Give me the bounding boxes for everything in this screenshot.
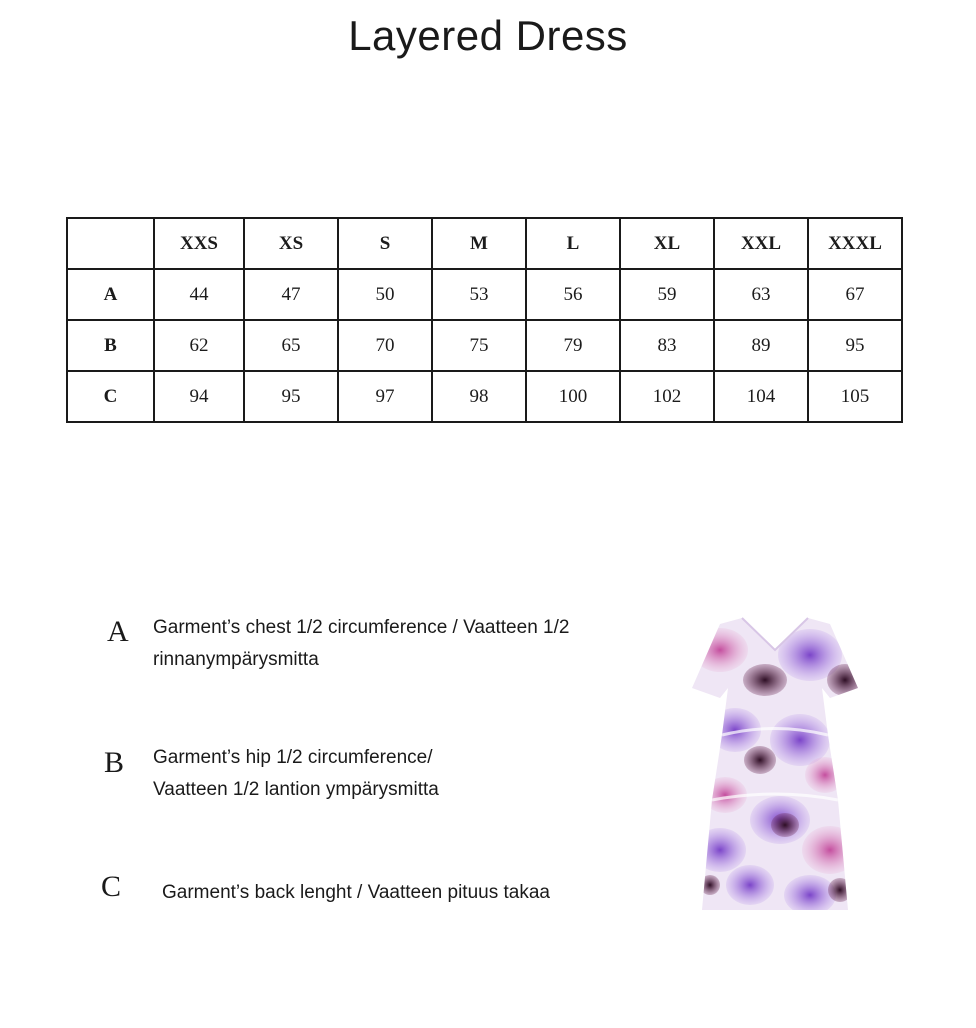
dress-print <box>680 610 870 915</box>
row-label: B <box>67 320 154 371</box>
header-cell: XXS <box>154 218 244 269</box>
table-cell: 65 <box>244 320 338 371</box>
legend-line: Garment’s hip 1/2 circumference/ <box>153 747 433 768</box>
table-cell: 75 <box>432 320 526 371</box>
legend-line: Garment’s back lenght / Vaatteen pituus takaa <box>162 882 550 903</box>
table-cell: 70 <box>338 320 432 371</box>
table-cell: 79 <box>526 320 620 371</box>
table-row <box>67 269 902 320</box>
table-cell: 59 <box>620 269 714 320</box>
legend-line: Vaatteen 1/2 lantion ympärysmitta <box>153 779 439 800</box>
table-cell: 97 <box>338 371 432 422</box>
table-cell: 89 <box>714 320 808 371</box>
table-cell: 104 <box>714 371 808 422</box>
table-cell: 50 <box>338 269 432 320</box>
table-row <box>67 320 902 371</box>
table-cell: 83 <box>620 320 714 371</box>
table-cell: 44 <box>154 269 244 320</box>
table-cell: 98 <box>432 371 526 422</box>
table-cell: 105 <box>808 371 902 422</box>
header-cell: XS <box>244 218 338 269</box>
table-cell: 102 <box>620 371 714 422</box>
dress-image <box>680 610 870 915</box>
table-cell: 95 <box>244 371 338 422</box>
table-cell: 63 <box>714 269 808 320</box>
table-cell: 62 <box>154 320 244 371</box>
legend-line: rinnanympärysmitta <box>153 649 319 670</box>
legend-letter-a: A <box>107 615 129 648</box>
row-label: C <box>67 371 154 422</box>
table-header-row <box>67 218 902 269</box>
header-cell: S <box>338 218 432 269</box>
legend-text-a <box>153 612 569 676</box>
header-cell: XXL <box>714 218 808 269</box>
size-table <box>66 217 903 423</box>
table-cell: 94 <box>154 371 244 422</box>
legend-text-b <box>153 742 439 806</box>
table-cell: 53 <box>432 269 526 320</box>
table-cell: 47 <box>244 269 338 320</box>
table-cell: 100 <box>526 371 620 422</box>
header-cell <box>67 218 154 269</box>
header-cell: XL <box>620 218 714 269</box>
header-cell: XXXL <box>808 218 902 269</box>
table-row <box>67 371 902 422</box>
legend-text-c <box>162 877 550 909</box>
page-title: Layered Dress <box>348 12 628 59</box>
header-cell: M <box>432 218 526 269</box>
legend-line: Garment’s chest 1/2 circumference / Vaatteen 1/2 <box>153 617 570 638</box>
table-cell: 67 <box>808 269 902 320</box>
row-label: A <box>67 269 154 320</box>
legend-letter-c: C <box>101 870 122 903</box>
header-cell: L <box>526 218 620 269</box>
legend-letter-b: B <box>104 746 125 779</box>
table-cell: 95 <box>808 320 902 371</box>
table-cell: 56 <box>526 269 620 320</box>
